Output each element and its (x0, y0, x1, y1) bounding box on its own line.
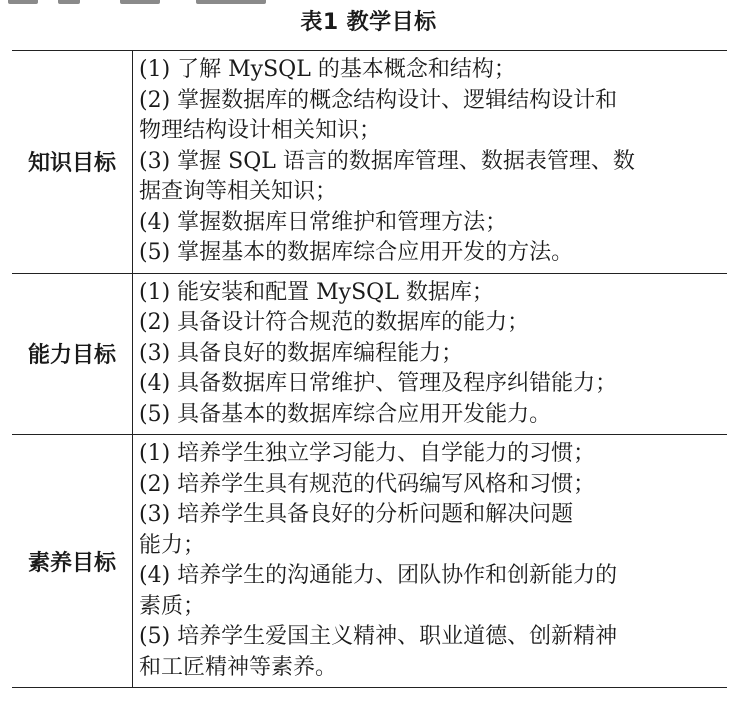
table-number: 表1 (300, 10, 339, 35)
table-caption (0, 5, 737, 41)
content-line: 据查询等相关知识； (139, 179, 338, 204)
content-line: (3) 具备良好的数据库编程能力； (139, 340, 464, 366)
content-line: (3) 培养学生具备良好的分析问题和解决问题 (139, 502, 574, 527)
content-cell (133, 435, 728, 688)
teaching-goals-table (12, 50, 727, 688)
content-line: 能力； (139, 532, 206, 558)
content-line: 物理结构设计相关知识； (139, 118, 382, 143)
table-row-literacy (12, 435, 727, 688)
table-title: 教学目标 (346, 10, 437, 35)
content-line: (4) 培养学生的沟通能力、团队协作和创新能力的 (139, 563, 618, 588)
content-line: 和工匠精神等素养。 (139, 654, 338, 680)
cropped-text-fragment (0, 0, 737, 4)
table-row-knowledge (12, 51, 727, 274)
content-cell (133, 273, 728, 435)
content-line: (4) 具备数据库日常维护、管理及程序纠错能力； (139, 371, 618, 396)
category-cell: 知识目标 (12, 51, 133, 274)
content-line: (5) 具备基本的数据库综合应用开发能力。 (139, 401, 552, 427)
content-line: (2) 掌握数据库的概念结构设计、逻辑结构设计和 (139, 87, 618, 113)
content-line: (1) 能安装和配置 MySQL 数据库； (139, 279, 494, 305)
content-line: (5) 培养学生爱国主义精神、职业道德、创新精神 (139, 624, 618, 649)
content-line: (1) 了解 MySQL 的基本概念和结构； (139, 57, 516, 82)
content-line: (1) 培养学生独立学习能力、自学能力的习惯； (139, 441, 596, 466)
category-cell: 素养目标 (12, 435, 133, 688)
content-line: (2) 培养学生具有规范的代码编写风格和习惯； (139, 471, 596, 497)
category-cell: 能力目标 (12, 273, 133, 435)
content-line: 素质； (139, 593, 206, 619)
content-cell (133, 51, 728, 274)
content-line: (4) 掌握数据库日常维护和管理方法； (139, 209, 508, 235)
content-line: (3) 掌握 SQL 语言的数据库管理、数据表管理、数 (139, 148, 635, 174)
table-row-ability (12, 273, 727, 435)
content-line: (5) 掌握基本的数据库综合应用开发的方法。 (139, 240, 574, 265)
content-line: (2) 具备设计符合规范的数据库的能力； (139, 310, 530, 335)
